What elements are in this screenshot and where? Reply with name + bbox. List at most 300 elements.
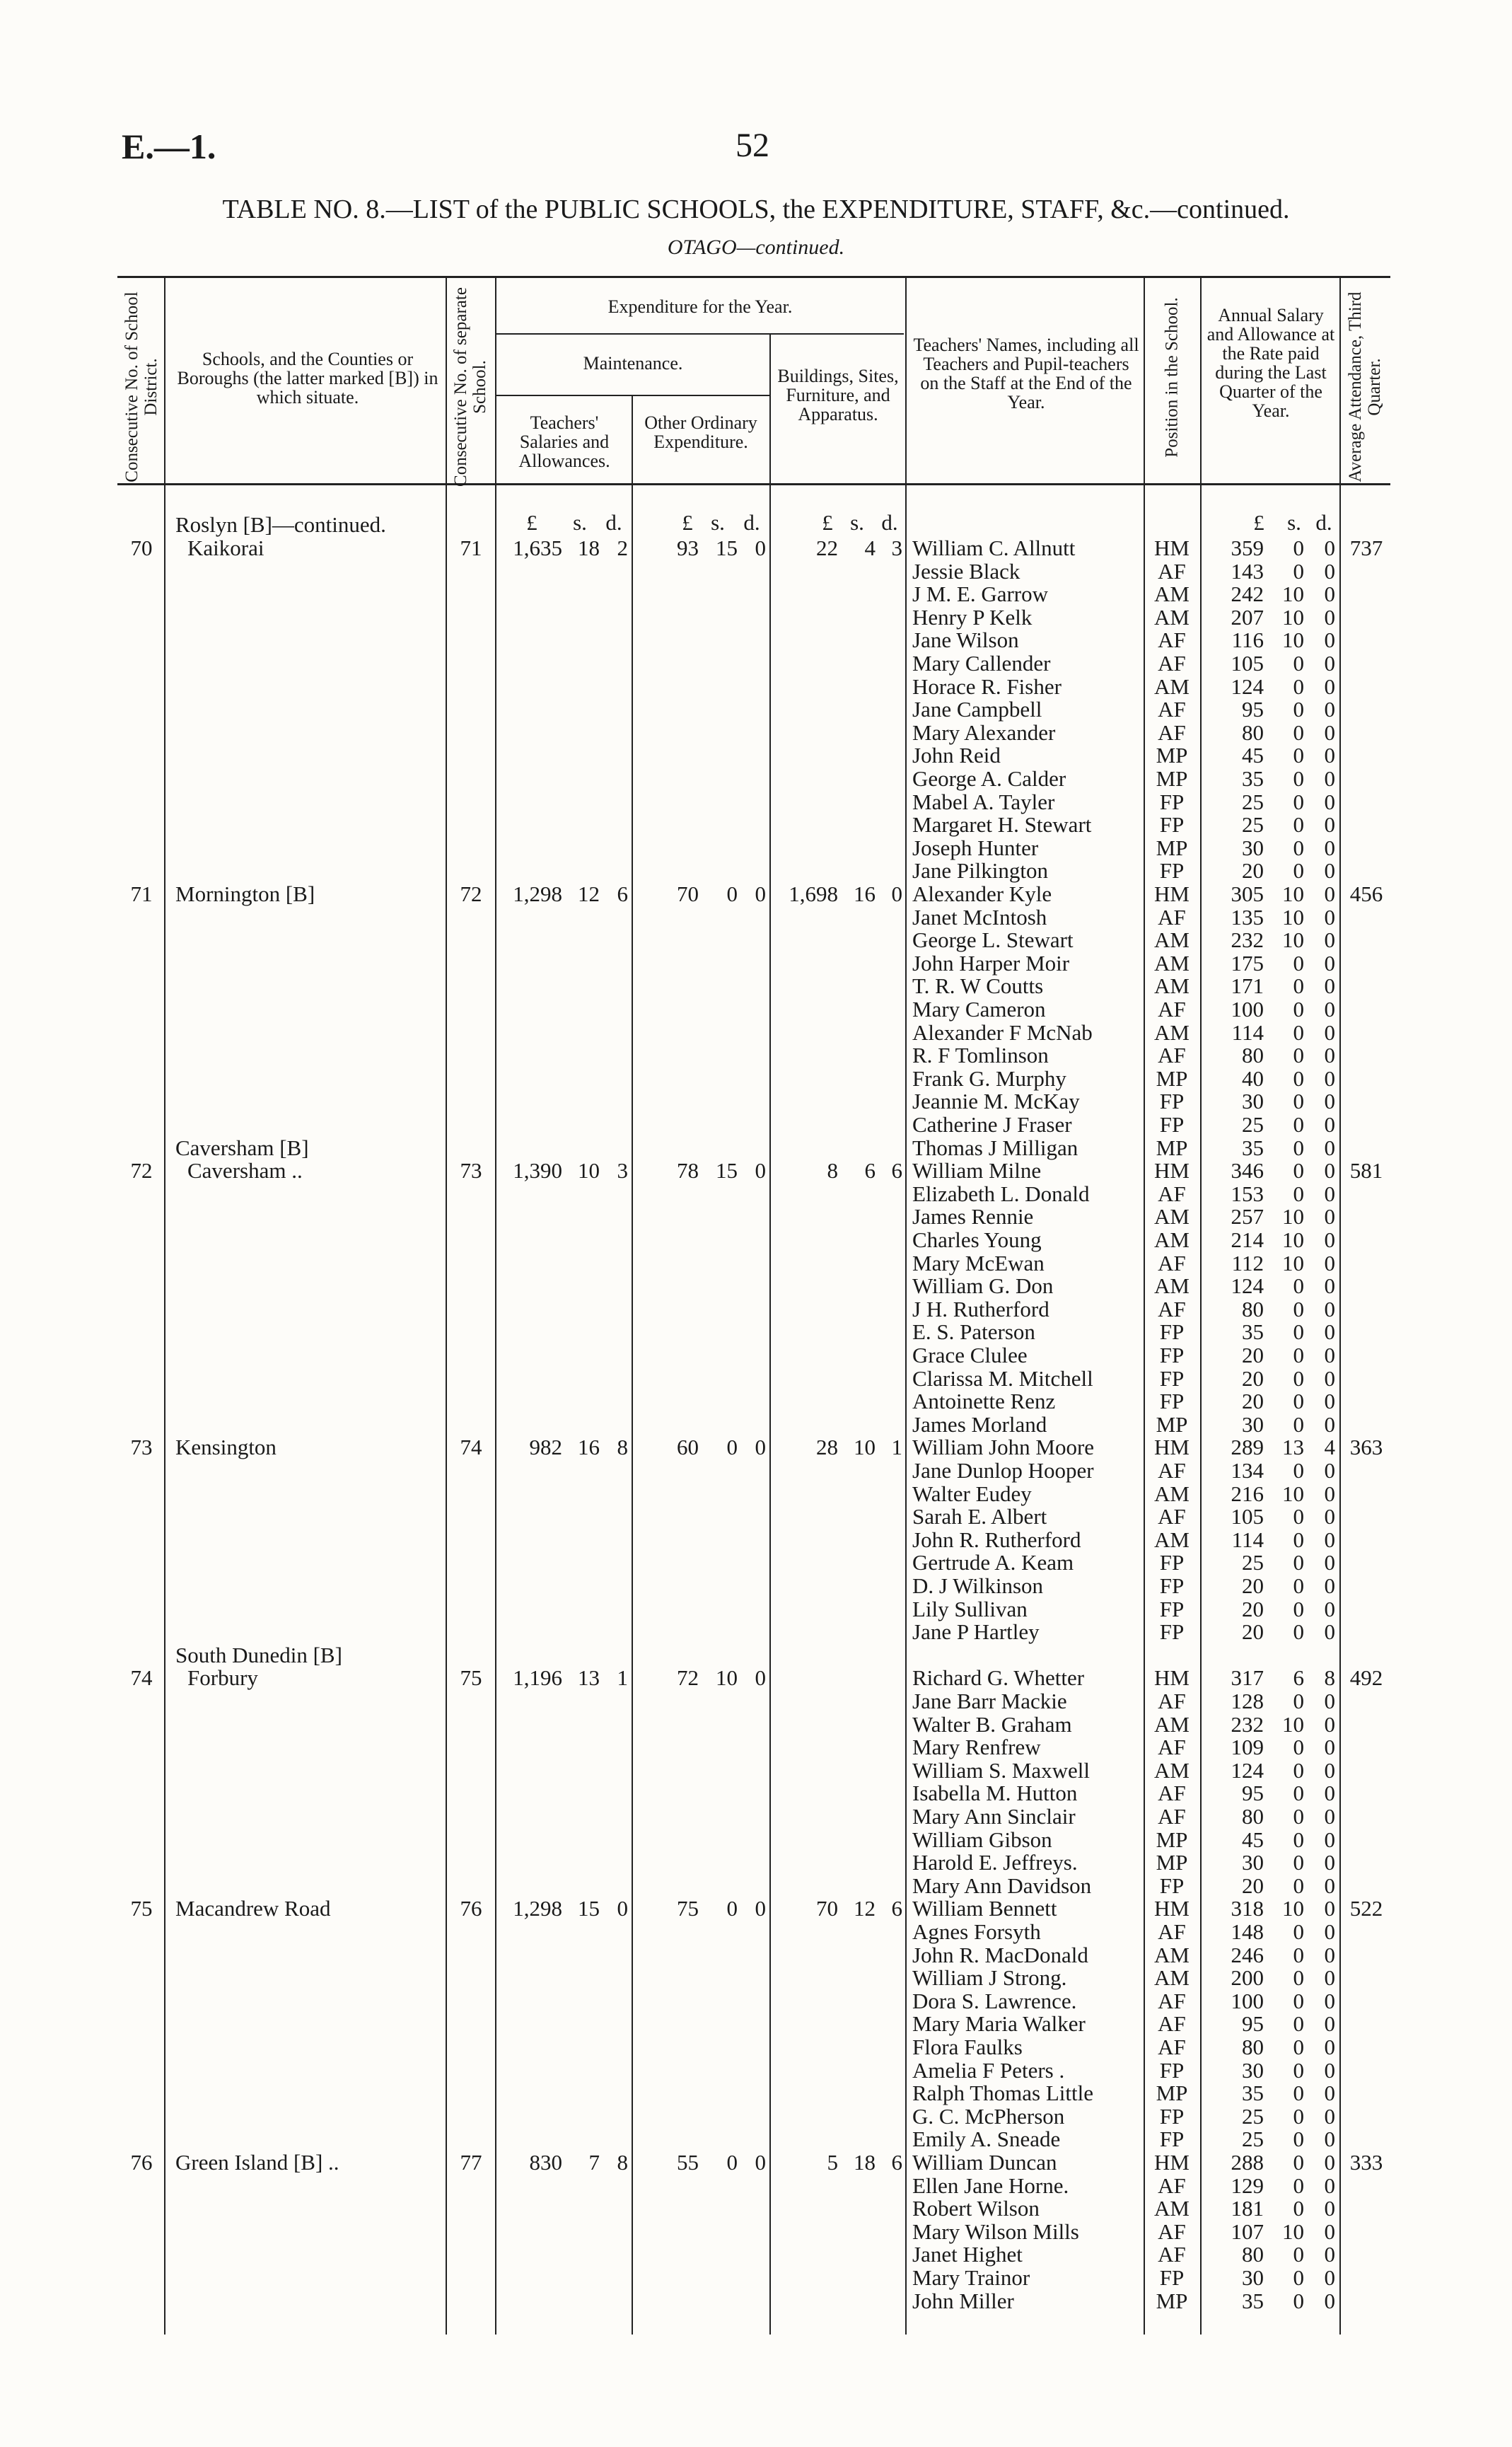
salary-pence: 0 <box>1324 2265 1335 2290</box>
salary-pounds: 25 <box>1242 1112 1264 1137</box>
teacher-name: Antoinette Renz <box>912 1389 1056 1414</box>
salary-pence: 0 <box>1324 1273 1335 1299</box>
teacher-name: Alexander F McNab <box>912 1019 1093 1045</box>
teacher-name: Jane Pilkington <box>912 858 1049 884</box>
salary-pence: 0 <box>1324 1043 1335 1068</box>
salary-shillings: 0 <box>1293 1389 1304 1414</box>
salary-pence: 0 <box>1324 1827 1335 1852</box>
salary-pounds: 124 <box>1231 673 1264 699</box>
salary-shillings: 0 <box>1293 1735 1304 1760</box>
salary-pounds: 317 <box>1231 1665 1264 1691</box>
salary-pence: 0 <box>1324 1573 1335 1598</box>
teacher-position: HM <box>1154 881 1190 906</box>
salary-pounds: 20 <box>1242 1343 1264 1367</box>
salary-shillings: 0 <box>1293 743 1304 768</box>
buildings-pence: 6 <box>891 1158 902 1184</box>
salary-shillings: 10 <box>1282 1204 1304 1230</box>
teacher-position: FP <box>1159 1089 1185 1114</box>
salary-pence: 0 <box>1324 2288 1335 2313</box>
teacher-name: D. J Wilkinson <box>912 1573 1044 1598</box>
header-salary: Annual Salary and Allowance at the Rate paid during the Last Quarter of the Year. <box>1206 305 1335 421</box>
salaries-shillings: 7 <box>588 2150 600 2175</box>
salary-pence: 0 <box>1324 673 1335 699</box>
other-pounds: 70 <box>677 881 699 906</box>
other-pounds: 75 <box>677 1896 699 1921</box>
salary-shillings: 0 <box>1293 2011 1304 2037</box>
col-rule-9 <box>1339 276 1341 2335</box>
salaries-pounds: 982 <box>529 1435 562 1460</box>
salary-shillings: 0 <box>1293 651 1304 676</box>
header-other: Other Ordinary Expenditure. <box>644 412 757 452</box>
salary-shillings: 10 <box>1282 1250 1304 1275</box>
school-no: 75 <box>460 1665 482 1691</box>
salary-pence: 0 <box>1324 1942 1335 1967</box>
salaries-shillings: 15 <box>578 1896 600 1921</box>
teacher-position: AF <box>1158 697 1186 722</box>
teacher-position: AF <box>1158 2035 1186 2059</box>
salary-shillings: 6 <box>1293 1665 1304 1691</box>
salary-pounds: 216 <box>1231 1481 1264 1506</box>
teacher-position: AF <box>1158 1735 1186 1760</box>
teacher-name: Walter Eudey <box>912 1481 1032 1506</box>
teacher-name: E. S. Paterson <box>912 1319 1035 1345</box>
salary-shillings: 0 <box>1293 2288 1304 2313</box>
salaries-pounds: 1,635 <box>513 536 562 560</box>
salaries-shillings: 16 <box>578 1435 600 1460</box>
teacher-name: William G. Don <box>912 1273 1054 1299</box>
teacher-position: FP <box>1159 789 1185 814</box>
salary-pence: 0 <box>1324 558 1335 584</box>
teacher-position: MP <box>1156 2081 1188 2106</box>
district-no: 73 <box>130 1435 153 1460</box>
col-rule-8 <box>1200 276 1202 2335</box>
teacher-position: MP <box>1156 1065 1188 1091</box>
teacher-name: Mary Wilson Mills <box>912 2219 1079 2244</box>
salary-shillings: 0 <box>1293 1573 1304 1598</box>
teacher-position: AM <box>1154 604 1190 630</box>
salary-pence: 0 <box>1324 604 1335 630</box>
attendance: 456 <box>1349 881 1383 906</box>
salary-shillings: 0 <box>1293 1135 1304 1160</box>
teacher-position: AM <box>1154 1273 1190 1299</box>
teacher-position: FP <box>1159 1343 1185 1367</box>
teacher-position: AM <box>1154 1019 1190 1045</box>
salary-pounds: 35 <box>1242 2288 1264 2313</box>
salary-pence: 0 <box>1324 1550 1335 1575</box>
salary-shillings: 0 <box>1293 2173 1304 2198</box>
district-no: 76 <box>130 2150 153 2175</box>
currency-pound: £ <box>1253 510 1264 535</box>
teacher-name: Ellen Jane Horne. <box>912 2173 1069 2198</box>
teacher-position: FP <box>1159 2103 1185 2129</box>
salaries-shillings: 12 <box>578 881 600 906</box>
teacher-name: Mary Alexander <box>912 719 1056 745</box>
salary-pence: 0 <box>1324 1365 1335 1391</box>
salary-shillings: 0 <box>1293 1019 1304 1045</box>
col-rule-3 <box>495 276 496 2335</box>
salary-pence: 0 <box>1324 2242 1335 2267</box>
attendance: 333 <box>1349 2150 1383 2175</box>
salary-shillings: 0 <box>1293 2057 1304 2083</box>
salary-pence: 0 <box>1324 2081 1335 2106</box>
teacher-position: FP <box>1159 812 1185 838</box>
salaries-pence: 2 <box>617 536 628 560</box>
salary-pounds: 80 <box>1242 1043 1264 1068</box>
page-subtitle: OTAGO—continued. <box>667 236 845 259</box>
salary-pounds: 20 <box>1242 1389 1264 1414</box>
teacher-name: Gertrude A. Keam <box>912 1550 1074 1575</box>
salary-shillings: 0 <box>1293 766 1304 791</box>
teacher-name: Grace Clulee <box>912 1343 1028 1367</box>
salary-pence: 0 <box>1324 1711 1335 1737</box>
teacher-name: Amelia F Peters . <box>912 2057 1065 2083</box>
buildings-pence: 1 <box>891 1435 902 1460</box>
salary-pence: 0 <box>1324 1389 1335 1414</box>
salaries-pence: 8 <box>617 1435 628 1460</box>
header-salaries: Teachers' Salaries and Allowances. <box>518 412 610 471</box>
salary-pence: 0 <box>1324 1227 1335 1252</box>
teacher-position: AF <box>1158 1181 1186 1206</box>
school-no: 72 <box>460 881 482 906</box>
salary-pounds: 305 <box>1231 881 1264 906</box>
teacher-position: HM <box>1154 1896 1190 1921</box>
teacher-position: AF <box>1158 2173 1186 2198</box>
salary-shillings: 0 <box>1293 997 1304 1022</box>
teacher-name: Walter B. Graham <box>912 1711 1072 1737</box>
salary-pence: 0 <box>1324 881 1335 906</box>
salary-pounds: 124 <box>1231 1757 1264 1783</box>
teacher-position: FP <box>1159 2057 1185 2083</box>
teacher-name: Horace R. Fisher <box>912 673 1062 699</box>
salary-pence: 0 <box>1324 904 1335 930</box>
salary-pounds: 288 <box>1231 2150 1264 2175</box>
salary-shillings: 13 <box>1282 1435 1304 1460</box>
salary-pence: 0 <box>1324 1458 1335 1483</box>
school-name: Green Island [B] .. <box>175 2150 339 2175</box>
teacher-position: AF <box>1158 1043 1186 1068</box>
salary-pounds: 25 <box>1242 2103 1264 2129</box>
teacher-name: Mary Ann Davidson <box>912 1873 1092 1898</box>
other-shillings: 10 <box>716 1665 738 1691</box>
salary-shillings: 0 <box>1293 1273 1304 1299</box>
salary-pounds: 95 <box>1242 2011 1264 2037</box>
teacher-name: John Reid <box>912 743 1001 768</box>
teacher-position: FP <box>1159 1596 1185 1621</box>
salary-pounds: 20 <box>1242 1365 1264 1391</box>
buildings-pounds: 70 <box>816 1896 838 1921</box>
salary-pounds: 35 <box>1242 1319 1264 1345</box>
salary-shillings: 10 <box>1282 627 1304 653</box>
salary-pounds: 257 <box>1231 1204 1264 1230</box>
teacher-name: William J Strong. <box>912 1965 1067 1991</box>
salary-pence: 0 <box>1324 1619 1335 1645</box>
buildings-pence: 6 <box>891 2150 902 2175</box>
buildings-shillings: 18 <box>854 2150 876 2175</box>
teacher-position: AF <box>1158 651 1186 676</box>
salary-shillings: 10 <box>1282 1227 1304 1252</box>
salary-pounds: 25 <box>1242 789 1264 814</box>
teacher-name: Frank G. Murphy <box>912 1065 1066 1091</box>
buildings-pounds: 8 <box>827 1158 838 1184</box>
salary-shillings: 0 <box>1293 1850 1304 1875</box>
salary-pounds: 114 <box>1231 1019 1264 1045</box>
salary-pence: 0 <box>1324 1757 1335 1783</box>
salary-pounds: 80 <box>1242 1804 1264 1829</box>
salary-pounds: 289 <box>1231 1435 1264 1460</box>
salary-pence: 4 <box>1324 1435 1335 1460</box>
teacher-position: AM <box>1154 973 1190 999</box>
salary-pence: 0 <box>1324 1065 1335 1091</box>
col-rule-1 <box>164 276 165 2335</box>
salary-shillings: 0 <box>1293 1827 1304 1852</box>
salary-pence: 0 <box>1324 2011 1335 2037</box>
currency-pound: £ <box>526 510 537 535</box>
salary-pence: 0 <box>1324 1988 1335 2013</box>
salary-shillings: 0 <box>1293 1942 1304 1967</box>
salary-shillings: 0 <box>1293 1619 1304 1645</box>
salary-pence: 0 <box>1324 743 1335 768</box>
school-name: Kensington <box>175 1435 277 1460</box>
salary-pounds: 30 <box>1242 1411 1264 1437</box>
teacher-position: FP <box>1159 1319 1185 1345</box>
salary-pounds: 30 <box>1242 1850 1264 1875</box>
buildings-shillings: 16 <box>854 881 876 906</box>
salaries-pounds: 1,298 <box>513 1896 562 1921</box>
salary-pounds: 114 <box>1231 1527 1264 1552</box>
other-pounds: 55 <box>677 2150 699 2175</box>
teacher-name: Jane P Hartley <box>912 1619 1040 1645</box>
buildings-pounds: 1,698 <box>789 881 838 906</box>
salary-pence: 0 <box>1324 973 1335 999</box>
salary-pence: 0 <box>1324 1319 1335 1345</box>
teacher-name: William C. Allnutt <box>912 536 1076 560</box>
col-rule-4 <box>632 395 633 2335</box>
salary-pounds: 175 <box>1231 950 1264 976</box>
teacher-position: MP <box>1156 766 1188 791</box>
teacher-position: FP <box>1159 1550 1185 1575</box>
salary-pounds: 40 <box>1242 1065 1264 1091</box>
salary-shillings: 0 <box>1293 2035 1304 2059</box>
teacher-name: Janet Highet <box>912 2242 1023 2267</box>
salary-pounds: 346 <box>1231 1158 1264 1184</box>
col-rule-6 <box>905 276 907 2335</box>
teacher-position: AM <box>1154 582 1190 607</box>
salary-pence: 0 <box>1324 1019 1335 1045</box>
buildings-pence: 3 <box>891 536 902 560</box>
attendance: 522 <box>1349 1896 1383 1921</box>
salary-pence: 0 <box>1324 651 1335 676</box>
salary-shillings: 0 <box>1293 1411 1304 1437</box>
teacher-position: AM <box>1154 1965 1190 1991</box>
other-pence: 0 <box>755 1158 766 1184</box>
salaries-pounds: 1,390 <box>513 1158 562 1184</box>
buildings-pounds: 22 <box>816 536 838 560</box>
other-pence: 0 <box>755 1896 766 1921</box>
col-rule-5 <box>769 333 771 2335</box>
teacher-position: FP <box>1159 1873 1185 1898</box>
salary-shillings: 0 <box>1293 1089 1304 1114</box>
salary-shillings: 0 <box>1293 812 1304 838</box>
salary-pounds: 109 <box>1231 1735 1264 1760</box>
salary-shillings: 0 <box>1293 2150 1304 2175</box>
teacher-position: AF <box>1158 558 1186 584</box>
teacher-name: Lily Sullivan <box>912 1596 1028 1621</box>
salary-pence: 0 <box>1324 1596 1335 1621</box>
teacher-position: AF <box>1158 2242 1186 2267</box>
salary-shillings: 0 <box>1293 1919 1304 1944</box>
other-pence: 0 <box>755 2150 766 2175</box>
salary-pence: 0 <box>1324 2127 1335 2152</box>
teacher-name: John R. MacDonald <box>912 1942 1088 1967</box>
teacher-position: MP <box>1156 2288 1188 2313</box>
buildings-shillings: 6 <box>864 1158 876 1184</box>
salary-pounds: 20 <box>1242 1596 1264 1621</box>
school-name: Mornington [B] <box>175 881 315 906</box>
salary-pence: 0 <box>1324 1343 1335 1367</box>
header-district-no: Consecutive No. of School District. <box>122 291 161 482</box>
teacher-position: AF <box>1158 997 1186 1022</box>
teacher-name: John Miller <box>912 2288 1014 2313</box>
salary-shillings: 0 <box>1293 1781 1304 1806</box>
salaries-pence: 3 <box>617 1158 628 1184</box>
teacher-position: AF <box>1158 2219 1186 2244</box>
teacher-name: Ralph Thomas Little <box>912 2081 1094 2106</box>
currency-pence: d. <box>743 510 760 535</box>
salary-pence: 0 <box>1324 927 1335 953</box>
salary-shillings: 10 <box>1282 1896 1304 1921</box>
salary-shillings: 0 <box>1293 789 1304 814</box>
salary-pence: 0 <box>1324 1781 1335 1806</box>
teacher-name: Jane Wilson <box>912 627 1019 653</box>
teacher-position: AM <box>1154 1481 1190 1506</box>
school-no: 74 <box>460 1435 482 1460</box>
table-header-rule <box>117 483 1390 485</box>
teacher-position: MP <box>1156 1411 1188 1437</box>
salary-pounds: 80 <box>1242 1296 1264 1321</box>
salary-shillings: 0 <box>1293 719 1304 745</box>
attendance: 581 <box>1349 1158 1383 1184</box>
salary-pounds: 30 <box>1242 2057 1264 2083</box>
teacher-name: William Gibson <box>912 1827 1052 1852</box>
salary-pence: 0 <box>1324 536 1335 560</box>
salary-pounds: 134 <box>1231 1458 1264 1483</box>
salary-pounds: 45 <box>1242 1827 1264 1852</box>
teacher-name: George A. Calder <box>912 766 1066 791</box>
teacher-name: Clarissa M. Mitchell <box>912 1365 1093 1391</box>
salaries-pence: 6 <box>617 881 628 906</box>
salary-pence: 0 <box>1324 1965 1335 1991</box>
school-no: 73 <box>460 1158 482 1184</box>
district-no: 70 <box>130 536 153 560</box>
teacher-name: Mary Cameron <box>912 997 1046 1022</box>
salary-shillings: 0 <box>1293 1689 1304 1713</box>
teacher-position: AF <box>1158 719 1186 745</box>
teacher-position: AM <box>1154 673 1190 699</box>
salary-pence: 0 <box>1324 950 1335 976</box>
other-pence: 0 <box>755 881 766 906</box>
header-attendance: Average Attendance, Third Quarter. <box>1346 291 1384 482</box>
salary-pounds: 232 <box>1231 1711 1264 1737</box>
other-pounds: 78 <box>677 1158 699 1184</box>
salary-pounds: 153 <box>1231 1181 1264 1206</box>
other-shillings: 0 <box>726 1435 738 1460</box>
teacher-name: J H. Rutherford <box>912 1296 1049 1321</box>
salary-pounds: 200 <box>1231 1965 1264 1991</box>
salary-pence: 0 <box>1324 1873 1335 1898</box>
teacher-position: AM <box>1154 1227 1190 1252</box>
teacher-position: AM <box>1154 950 1190 976</box>
header-schools: Schools, and the Counties or Boroughs (the latter marked [B]) in which situate. <box>177 349 438 407</box>
teacher-name: William S. Maxwell <box>912 1757 1091 1783</box>
salary-pence: 0 <box>1324 1158 1335 1184</box>
currency-shilling: s. <box>711 510 725 535</box>
salary-pounds: 20 <box>1242 858 1264 884</box>
salary-shillings: 0 <box>1293 1504 1304 1529</box>
other-pence: 0 <box>755 1435 766 1460</box>
teacher-name: Mary McEwan <box>912 1250 1045 1275</box>
district-no: 72 <box>130 1158 153 1184</box>
salary-pence: 0 <box>1324 2057 1335 2083</box>
salary-pounds: 246 <box>1231 1942 1264 1967</box>
currency-shilling: s. <box>1287 510 1301 535</box>
salary-shillings: 10 <box>1282 881 1304 906</box>
currency-pence: d. <box>605 510 622 535</box>
teacher-name: Jessie Black <box>912 558 1020 584</box>
header-expenditure: Expenditure for the Year. <box>607 296 793 317</box>
salary-pence: 0 <box>1324 1250 1335 1275</box>
salaries-shillings: 10 <box>578 1158 600 1184</box>
salary-shillings: 0 <box>1293 835 1304 860</box>
teacher-name: Mary Trainor <box>912 2265 1030 2290</box>
salary-pounds: 116 <box>1231 627 1264 653</box>
salary-pence: 0 <box>1324 2150 1335 2175</box>
salary-shillings: 0 <box>1293 1965 1304 1991</box>
teacher-position: HM <box>1154 1665 1190 1691</box>
teacher-position: AF <box>1158 627 1186 653</box>
salary-shillings: 0 <box>1293 558 1304 584</box>
salary-pence: 0 <box>1324 1112 1335 1137</box>
other-shillings: 0 <box>726 1896 738 1921</box>
salary-pounds: 35 <box>1242 2081 1264 2106</box>
salary-shillings: 0 <box>1293 950 1304 976</box>
teacher-position: AM <box>1154 1757 1190 1783</box>
salary-shillings: 0 <box>1293 1873 1304 1898</box>
teacher-name: Isabella M. Hutton <box>912 1781 1078 1806</box>
teacher-name: Emily A. Sneade <box>912 2127 1061 2152</box>
teacher-name: James Rennie <box>912 1204 1034 1230</box>
other-pounds: 72 <box>677 1665 699 1691</box>
teacher-position: AF <box>1158 1919 1186 1944</box>
salary-pence: 0 <box>1324 2196 1335 2221</box>
salary-pounds: 35 <box>1242 766 1264 791</box>
salary-pounds: 124 <box>1231 1273 1264 1299</box>
salary-pence: 0 <box>1324 1411 1335 1437</box>
salary-shillings: 0 <box>1293 1296 1304 1321</box>
salary-pence: 0 <box>1324 1804 1335 1829</box>
salary-shillings: 0 <box>1293 2265 1304 2290</box>
salary-shillings: 0 <box>1293 1804 1304 1829</box>
teacher-name: Charles Young <box>912 1227 1042 1252</box>
salaries-pence: 1 <box>617 1665 628 1691</box>
teacher-name: Flora Faulks <box>912 2035 1023 2059</box>
school-name: Macandrew Road <box>175 1896 331 1921</box>
salary-pence: 0 <box>1324 1181 1335 1206</box>
salary-pounds: 129 <box>1231 2173 1264 2198</box>
expenditure-sub-rule <box>496 333 904 335</box>
salary-pounds: 95 <box>1242 1781 1264 1806</box>
page-ref: E.—1. <box>122 127 216 166</box>
salary-pounds: 30 <box>1242 2265 1264 2290</box>
